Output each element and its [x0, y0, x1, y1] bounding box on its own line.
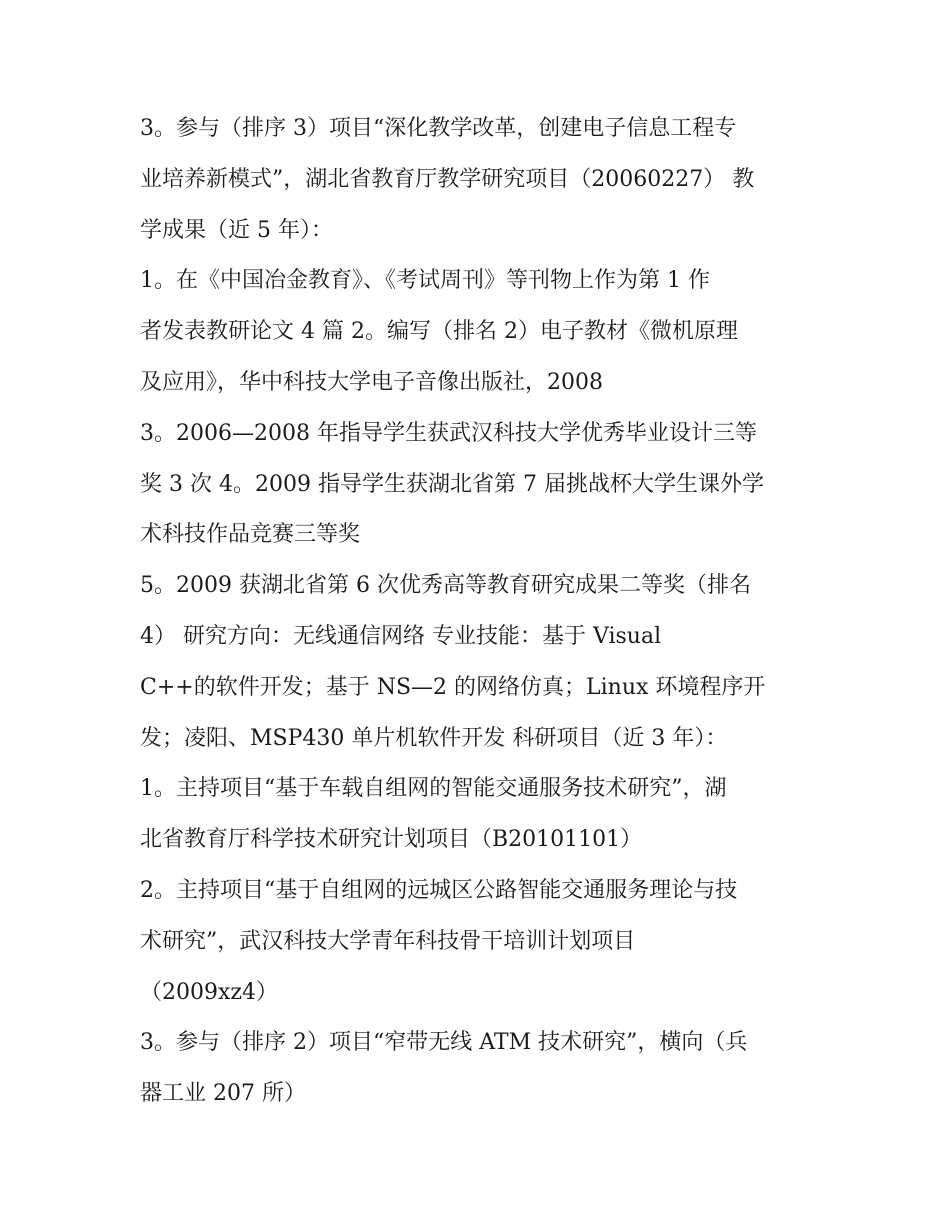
text-line: 1。主持项目“基于车载自组网的智能交通服务技术研究”，湖: [140, 776, 727, 802]
text-line: 器工业 207 所）: [140, 1081, 306, 1107]
text-line: 3。参与（排序 3）项目“深化教学改革，创建电子信息工程专: [140, 116, 737, 141]
document-body: [140, 104, 812, 1120]
text-line: 3。参与（排序 2）项目“窄带无线 ATM 技术研究”，横向（兵: [140, 1030, 748, 1056]
text-line: 术科技作品竞赛三等奖: [140, 522, 361, 548]
text-line: 者发表教研论文 4 篇 2。编写（排名 2）电子教材《微机原理: [140, 319, 738, 345]
text-line: 术研究”，武汉科技大学青年科技骨干培训计划项目: [140, 928, 636, 954]
text-line: 及应用》，华中科技大学电子音像出版社，2008: [140, 369, 603, 395]
text-line: 4） 研究方向：无线通信网络 专业技能：基于 Visual: [140, 623, 662, 649]
text-line: 1。在《中国冶金教育》、《考试周刊》等刊物上作为第 1 作: [140, 268, 710, 294]
text-line: 奖 3 次 4。2009 指导学生获湖北省第 7 届挑战杯大学生课外学: [140, 471, 764, 497]
text-line: C++的软件开发；基于 NS—2 的网络仿真；Linux 环境程序开: [140, 674, 766, 700]
text-line: 5。2009 获湖北省第 6 次优秀高等教育研究成果二等奖（排名: [140, 573, 751, 599]
text-line: 业培养新模式”，湖北省教育厅教学研究项目（20060227） 教: [140, 166, 755, 192]
text-line: （2009xz4）: [140, 979, 278, 1005]
text-line: 学成果（近 5 年）：: [140, 217, 333, 243]
text-line: 北省教育厅科学技术研究计划项目（B20101101）: [140, 827, 643, 853]
text-line: 发；凌阳、MSP430 单片机软件开发 科研项目（近 3 年）：: [140, 725, 728, 751]
text-line: 3。2006—2008 年指导学生获武汉科技大学优秀毕业设计三等: [140, 420, 757, 446]
text-line: 2。主持项目“基于自组网的远城区公路智能交通服务理论与技: [140, 877, 738, 903]
